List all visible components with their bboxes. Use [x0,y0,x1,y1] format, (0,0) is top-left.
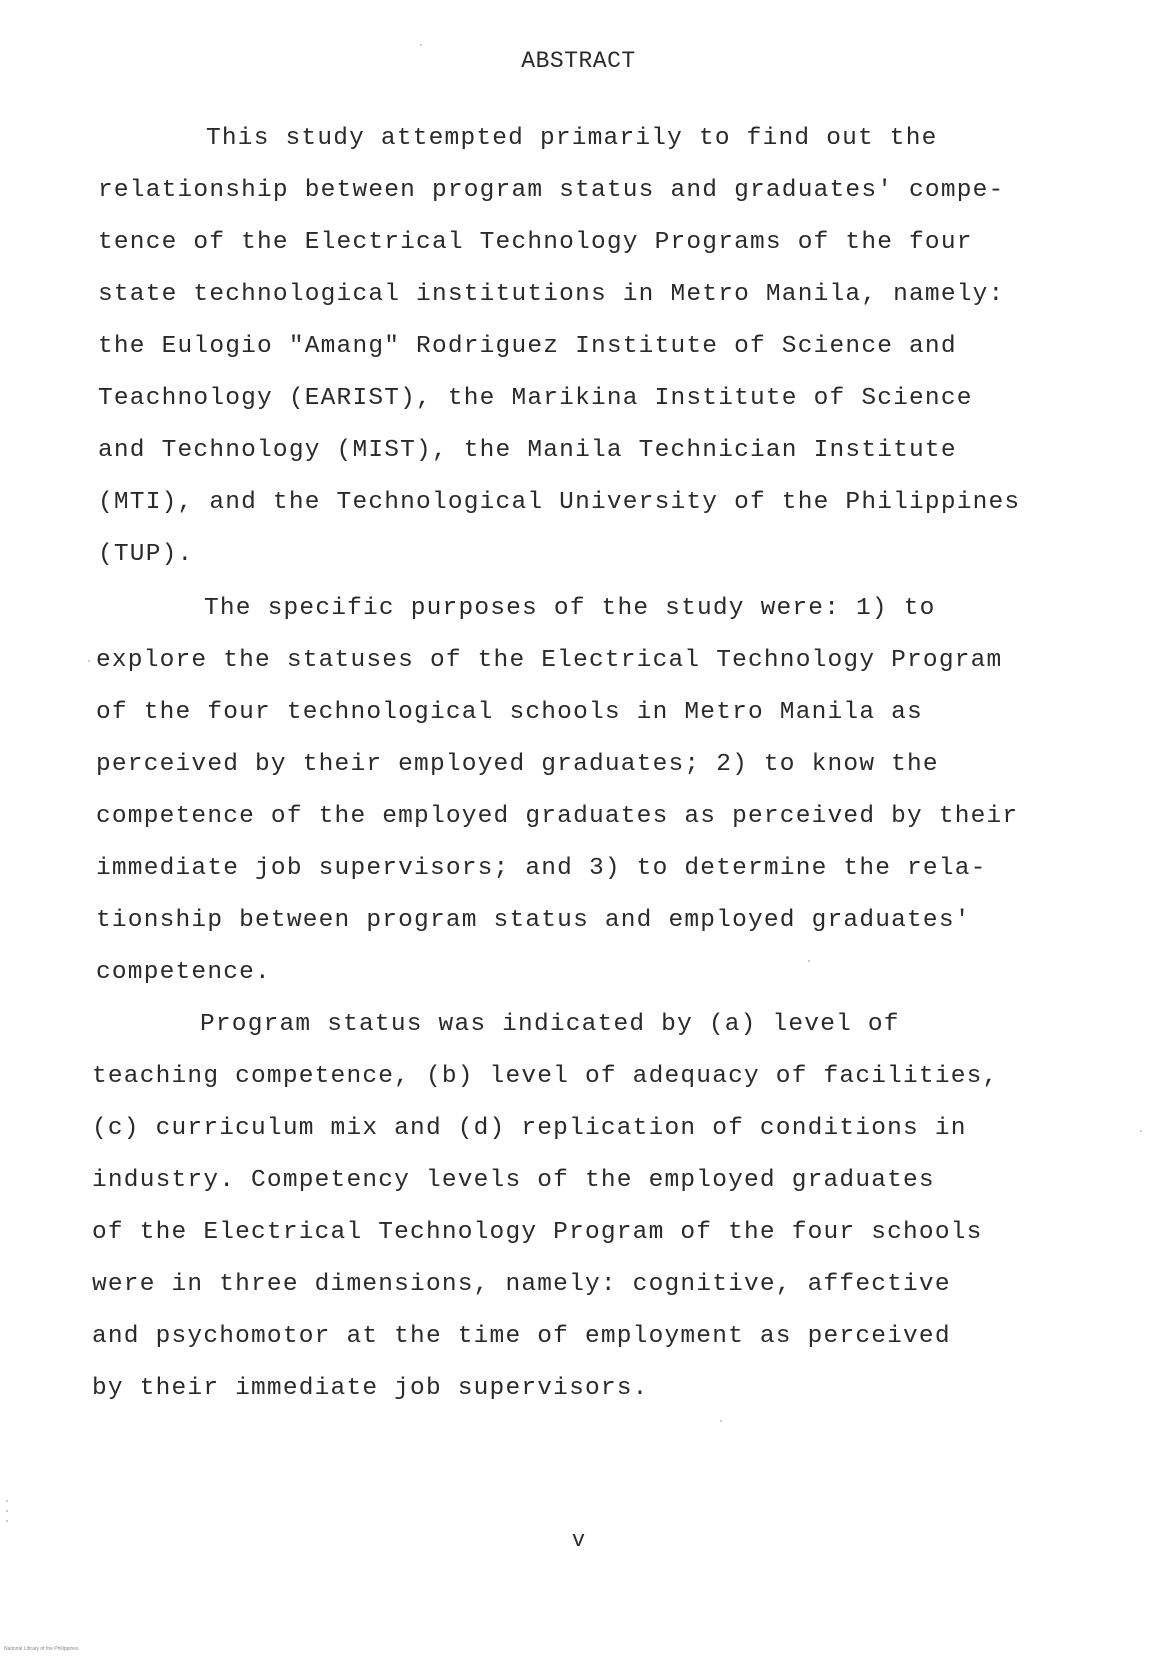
scan-speck [720,1420,722,1422]
paragraph-line: by their immediate job supervisors. [92,1375,649,1402]
paragraph-line: Program status was indicated by (a) level of [200,1011,900,1038]
paragraph-line: (TUP). [98,541,194,568]
scan-speck [6,1500,8,1502]
scan-speck [6,1510,8,1512]
paragraph-line: competence. [96,959,271,986]
abstract-title: ABSTRACT [521,48,636,74]
paragraph-line: (MTI), and the Technological University of the Philippines [98,489,1021,516]
scan-footer-note: National Library of the Philippines [4,1646,79,1652]
paragraph-line: immediate job supervisors; and 3) to determine the rela- [96,855,987,882]
paragraph-line: relationship between program status and graduates' compe- [98,177,1005,204]
paragraph-line: tence of the Electrical Technology Programs of the four [98,229,973,256]
paragraph-line: industry. Competency levels of the employed graduates [92,1167,935,1194]
paragraph-line: This study attempted primarily to find out the [206,125,938,152]
paragraph-line: and Technology (MIST), the Manila Technician Institute [98,437,957,464]
paragraph-line: the Eulogio "Amang" Rodriguez Institute of Science and [98,333,957,360]
page-number: v [571,1528,586,1553]
paragraph-line: and psychomotor at the time of employment as perceived [92,1323,951,1350]
paragraph-line: (c) curriculum mix and (d) replication of conditions in [92,1115,967,1142]
paragraph-line: Teachnology (EARIST), the Marikina Institute of Science [98,385,973,412]
scan-speck [1140,1130,1142,1132]
paragraph-line: The specific purposes of the study were: 1) to [204,595,936,622]
paragraph-line: were in three dimensions, namely: cognitive, affective [92,1271,951,1298]
paragraph-line: competence of the employed graduates as perceived by their [96,803,1019,830]
paragraph-line: state technological institutions in Metro Manila, namely: [98,281,1005,308]
paragraph-line: tionship between program status and employed graduates' [96,907,971,934]
paragraph-line: of the Electrical Technology Program of the four schools [92,1219,983,1246]
paragraph-line: teaching competence, (b) level of adequacy of facilities, [92,1063,999,1090]
scan-speck [420,44,422,46]
scan-speck [88,660,90,662]
paragraph-line: perceived by their employed graduates; 2) to know the [96,751,939,778]
paragraph-line: explore the statuses of the Electrical Technology Program [96,647,1003,674]
scan-speck [808,960,810,962]
paragraph-line: of the four technological schools in Metro Manila as [96,699,923,726]
scan-speck [6,1520,8,1522]
